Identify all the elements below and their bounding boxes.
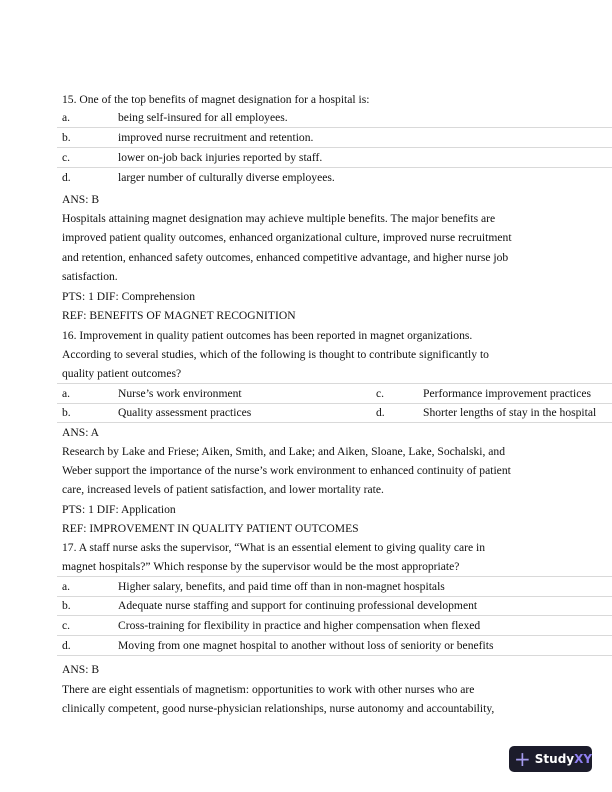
rationale-line: care, increased levels of patient satisfaction, and lower mortality rate. <box>62 483 384 496</box>
option-text: being self-insured for all employees. <box>118 111 288 124</box>
reference: REF: IMPROVEMENT IN QUALITY PATIENT OUTCOMES <box>62 522 359 535</box>
option-letter: a. <box>62 580 71 593</box>
brand-name: StudyXY <box>534 752 593 766</box>
rationale-line: Weber support the importance of the nurse’s work environment to enhanced continuity of patient <box>62 464 511 477</box>
option-letter: a. <box>62 387 71 400</box>
option-letter: b. <box>62 131 71 144</box>
option-row <box>57 128 612 148</box>
rationale-line: Hospitals attaining magnet designation may achieve multiple benefits. The major benefits are <box>62 212 496 225</box>
rationale-line: There are eight essentials of magnetism: opportunities to work with other nurses who are <box>62 683 475 696</box>
option-letter: b. <box>62 599 71 612</box>
option-text: Adequate nurse staffing and support for continuing professional development <box>118 599 478 612</box>
option-text: improved nurse recruitment and retention. <box>118 131 314 144</box>
option-row <box>57 168 612 187</box>
option-text: Shorter lengths of stay in the hospital <box>423 406 597 419</box>
option-row <box>57 403 612 423</box>
question-15: 15. One of the top benefits of magnet designation for a hospital is: <box>62 93 370 106</box>
question-16-line: quality patient outcomes? <box>62 367 182 380</box>
option-row <box>57 636 612 656</box>
rationale-line: clinically competent, good nurse-physician relationships, nurse autonomy and accountability, <box>62 702 495 715</box>
option-row <box>57 383 612 404</box>
reference: REF: BENEFITS OF MAGNET RECOGNITION <box>62 309 296 322</box>
option-letter: d. <box>62 639 71 652</box>
option-row <box>57 576 612 597</box>
answer: ANS: B <box>62 663 100 676</box>
question-16: 16. Improvement in quality patient outcomes has been reported in magnet organizations. <box>62 329 473 342</box>
option-letter: c. <box>62 151 71 164</box>
answer: ANS: A <box>62 426 100 439</box>
option-text: Performance improvement practices <box>423 387 592 400</box>
option-letter: c. <box>62 619 71 632</box>
option-row <box>57 148 612 168</box>
option-letter: b. <box>62 406 71 419</box>
option-text: larger number of culturally diverse employees. <box>118 171 335 184</box>
option-text: Cross-training for flexibility in practice and higher compensation when flexed <box>118 619 481 632</box>
option-text: Higher salary, benefits, and paid time off than in non-magnet hospitals <box>118 580 445 593</box>
points: PTS: 1 DIF: Application <box>62 503 176 516</box>
option-row <box>57 108 612 128</box>
option-letter: d. <box>62 171 71 184</box>
question-16-line: According to several studies, which of the following is thought to contribute significantly to <box>62 348 489 361</box>
points: PTS: 1 DIF: Comprehension <box>62 290 196 303</box>
rationale-line: improved patient quality outcomes, enhanced organizational culture, improved nurse recruitment <box>62 231 512 244</box>
option-letter: c. <box>376 387 385 400</box>
plus-icon: + <box>514 747 531 771</box>
question-17-line: magnet hospitals?” Which response by the supervisor would be the most appropriate? <box>62 560 460 573</box>
question-17: 17. A staff nurse asks the supervisor, “What is an essential element to giving quality care in <box>62 541 486 554</box>
option-row <box>57 596 612 616</box>
rationale-line: and retention, enhanced safety outcomes, enhanced competitive advantage, and higher nurse job <box>62 251 509 264</box>
option-letter: d. <box>376 406 385 419</box>
option-text: Nurse’s work environment <box>118 387 242 400</box>
option-letter: a. <box>62 111 71 124</box>
option-text: Quality assessment practices <box>118 406 252 419</box>
option-text: lower on-job back injuries reported by staff. <box>118 151 323 164</box>
option-row <box>57 616 612 636</box>
rationale-line: Research by Lake and Friese; Aiken, Smith, and Lake; and Aiken, Sloane, Lake, Sochalski, and <box>62 445 506 458</box>
answer: ANS: B <box>62 193 100 206</box>
option-text: Moving from one magnet hospital to another without loss of seniority or benefits <box>118 639 494 652</box>
studyxy-badge[interactable] <box>509 746 592 772</box>
rationale-line: satisfaction. <box>62 270 118 283</box>
